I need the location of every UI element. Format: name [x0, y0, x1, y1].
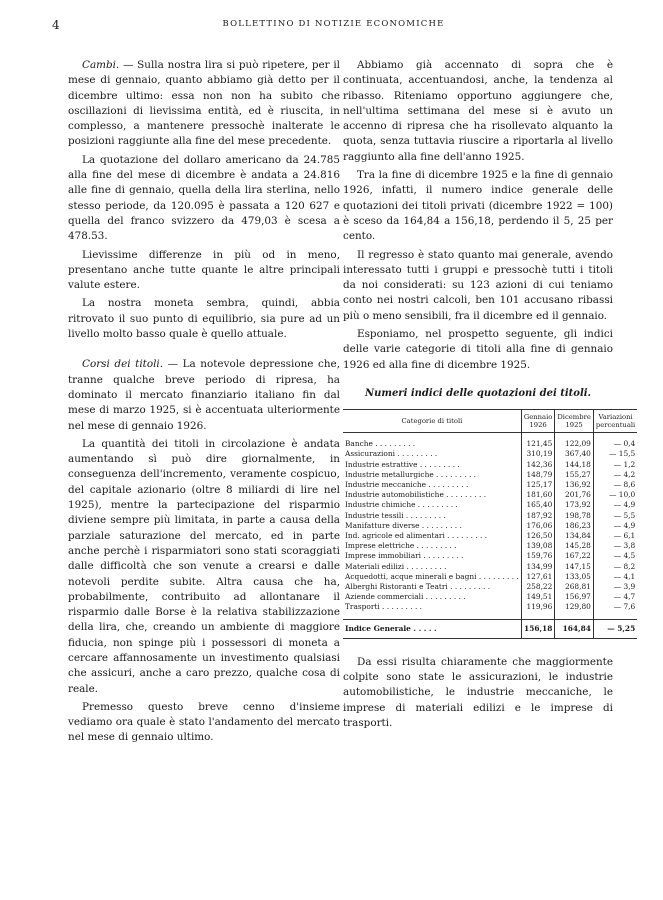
december-cell: 186,23 — [555, 521, 594, 531]
january-cell: 149,51 — [521, 592, 555, 602]
variation-cell: — 5,5 — [593, 511, 637, 521]
table-row — [343, 592, 637, 602]
category-cell: Industrie estrattive . . . . . . . . . — [345, 459, 460, 469]
equilibrium-paragraph: La nostra moneta sembra, quindi, abbia ritrovato il suo punto di equilibrio, sia pure ad un livello molto basso quale è quello attuale. — [68, 297, 340, 341]
variation-cell: — 1,2 — [593, 460, 637, 470]
currencies-paragraph: Lievissime differenze in più od in meno, presentano anche tutte quante le altre principali valute estere. — [68, 248, 340, 292]
circulation-paragraph: La quantità dei titoli in circolazione è andata aumentando sì può dire giornalmente, in conseguenza dell'incremento, veramente cospicuo, del capitale azionario (oltre 8 miliardi di lire nel 1925), mentre la partecipazione del risparmio diviene sempre più limitata, in parte a causa della parziale saturazione del mercato, ed in parte anche perchè i risparmiatori sono stati scoraggiati dalle difficoltà che son venute a crearsi e dalle notevoli perdite subite. Altra causa che ha, probabilmente, contribuito ad allontanare il risparmio dalle Borse è la relativa stabilizzazione della lira, che, creando un ambiente di maggiore fiducia, non spinge più i possessori di moneta a cercare affannosamente un investimento qualsiasi che assicuri, anche a caro prezzo, qualche cosa di reale. — [68, 437, 340, 695]
december-cell: 145,28 — [555, 541, 594, 551]
table-row — [343, 572, 637, 582]
cambi-text: — Sulla nostra lira si può ripetere, per il mese di gennaio, quanto abbiamo già detto per il dicembre ultimo: essa non non ha subito che oscillazioni di lievissima entità, ed è riuscita, in complesso, a mantenere pressochè inalterate le posizioni raggiunte alla fine del mese precedente. — [68, 59, 340, 148]
cambi-heading: Cambi. — [82, 59, 120, 71]
category-cell: Industrie automobilistiche . . . . . . . . . — [345, 490, 487, 500]
december-cell: 144,18 — [555, 460, 594, 470]
variation-cell: — 3,8 — [593, 541, 637, 551]
category-cell: Trasporti . . . . . . . . . — [345, 602, 422, 612]
variation-cell: — 3,9 — [593, 582, 637, 592]
header-january: Gennaio 1926 — [521, 410, 555, 433]
left-column — [68, 58, 340, 749]
category-cell: Aziende commerciali . . . . . . . . . — [345, 592, 466, 602]
category-cell: Industrie metallurgiche . . . . . . . . . — [345, 469, 476, 479]
corsi-text: — La notevole depressione che, tranne qualche breve periodo di ripresa, ha dominato il mercato finanziario italiano fin dal mese di marzo 1925, si è accentuata ulteriormente nel mese di gennaio 1926. — [68, 358, 340, 432]
premise-paragraph: Premesso questo breve cenno d'insieme vediamo ora quale è stato l'andamento del mercato nel mese di gennaio ultimo. — [68, 700, 340, 744]
table-row — [343, 602, 637, 619]
category-cell: Assicurazioni . . . . . . . . . — [345, 449, 438, 459]
corsi-paragraph — [68, 357, 340, 433]
december-cell: 122,09 — [555, 433, 594, 450]
table-row — [343, 480, 637, 490]
december-cell: 173,92 — [555, 500, 594, 510]
header-category: Categorie di titoli — [343, 410, 521, 433]
january-cell: 187,92 — [521, 511, 555, 521]
total-december: 164,84 — [555, 619, 594, 638]
category-cell: Imprese immobiliari . . . . . . . . . — [345, 551, 464, 561]
conclusion-paragraph: Da essi risulta chiaramente che maggiormente colpite sono state le assicurazioni, le industrie automobilistiche, le industrie meccaniche, le imprese di materiali edilizi e le imprese di trasporti. — [343, 655, 613, 730]
variation-cell: — 10,0 — [593, 490, 637, 500]
table-header-row — [343, 410, 637, 433]
variation-cell: — 7,6 — [593, 602, 637, 619]
category-cell: Alberghi Ristoranti e Teatri . . . . . . . . . — [345, 582, 491, 592]
total-variation: — 5,25 — [593, 619, 637, 638]
january-cell: 142,36 — [521, 460, 555, 470]
variation-cell: — 4,7 — [593, 592, 637, 602]
december-cell: 201,76 — [555, 490, 594, 500]
exposition-paragraph: Esponiamo, nel prospetto seguente, gli indici delle varie categorie di titoli alla fine di gennaio 1926 ed alla fine di dicembre 1925. — [343, 328, 613, 371]
table-title: Numeri indici delle quotazioni dei titoli. — [364, 387, 592, 399]
december-cell: 134,84 — [555, 531, 594, 541]
variation-cell: — 8,2 — [593, 562, 637, 572]
january-cell: 310,19 — [521, 449, 555, 459]
category-cell: Materiali edilizi . . . . . . . . . — [345, 561, 447, 571]
december-cell: 147,15 — [555, 562, 594, 572]
table-row — [343, 582, 637, 592]
total-label: Indice Generale . . . . . — [343, 619, 521, 638]
category-cell: Manifatture diverse . . . . . . . . . — [345, 520, 462, 530]
table-row — [343, 551, 637, 561]
right-column — [343, 58, 636, 734]
table-total-row — [343, 619, 637, 638]
variation-cell: — 4,2 — [593, 470, 637, 480]
variation-cell: — 4,5 — [593, 551, 637, 561]
december-cell: 156,97 — [555, 592, 594, 602]
index-table — [343, 409, 637, 639]
table-row — [343, 500, 637, 510]
table-row — [343, 433, 637, 450]
variation-cell: — 8,6 — [593, 480, 637, 490]
january-cell: 258,22 — [521, 582, 555, 592]
january-cell: 119,96 — [521, 602, 555, 619]
regression-paragraph: Il regresso è stato quanto mai generale, avendo interessato tutti i gruppi e pressochè tutti i titoli da noi considerati: su 123 azioni di cui teniamo conto nei nostri calcoli, ben 101 accusano ribassi più o meno sensibili, fra il dicembre ed il gennaio. — [343, 248, 613, 322]
total-january: 156,18 — [521, 619, 555, 638]
cambi-paragraph — [68, 58, 340, 150]
january-cell: 125,17 — [521, 480, 555, 490]
december-cell: 133,05 — [555, 572, 594, 582]
category-cell: Imprese elettriche . . . . . . . . . — [345, 541, 457, 551]
december-cell: 268,81 — [555, 582, 594, 592]
january-cell: 127,61 — [521, 572, 555, 582]
variation-cell: — 15,5 — [593, 449, 637, 459]
variation-cell: — 0,4 — [593, 433, 637, 450]
december-cell: 167,22 — [555, 551, 594, 561]
january-cell: 126,50 — [521, 531, 555, 541]
page-number: 4 — [52, 18, 60, 32]
category-cell: Industrie meccaniche . . . . . . . . . — [345, 480, 469, 490]
running-head: BOLLETTINO DI NOTIZIE ECONOMICHE — [222, 19, 445, 29]
corsi-heading: Corsi dei titoli. — [82, 358, 164, 371]
december-cell: 136,92 — [555, 480, 594, 490]
header-december: Dicembre 1925 — [555, 410, 594, 433]
header-variation: Variazioni percentuali — [593, 410, 637, 433]
category-cell: Banche . . . . . . . . . — [345, 439, 416, 449]
variation-cell: — 4,9 — [593, 521, 637, 531]
dollar-paragraph: La quotazione del dollaro americano da 24.785 alla fine del mese di dicembre è andata a 24.816 alle fine di gennaio, quella della lira sterlina, nello stesso periode, da 120.095 è passata a 120 627 e quella del franco svizzero da 479,03 è scesa a 478.53. — [68, 153, 340, 243]
january-cell: 181,60 — [521, 490, 555, 500]
january-cell: 176,06 — [521, 521, 555, 531]
table-row — [343, 562, 637, 572]
table-row — [343, 531, 637, 541]
december-cell: 129,80 — [555, 602, 594, 619]
table-row — [343, 470, 637, 480]
january-cell: 148,79 — [521, 470, 555, 480]
category-cell: Industrie tessili . . . . . . . . . — [345, 510, 446, 520]
table-row — [343, 460, 637, 470]
variation-cell: — 6,1 — [593, 531, 637, 541]
category-cell: Industrie chimiche . . . . . . . . . — [345, 500, 458, 510]
table-row — [343, 511, 637, 521]
variation-cell: — 4,1 — [593, 572, 637, 582]
variation-cell: — 4,9 — [593, 500, 637, 510]
january-cell: 121,45 — [521, 433, 555, 450]
page-header — [52, 18, 615, 34]
table-row — [343, 449, 637, 459]
table-row — [343, 490, 637, 500]
january-cell: 165,40 — [521, 500, 555, 510]
trend-paragraph: Abbiamo già accennato di sopra che è continuata, accentuandosi, anche, la tendenza al ribasso. Riteniamo opportuno aggiungere che, nell'ultima settimana del mese si è avuto un accenno di ripresa che ha risollevato alquanto la quota, senza tuttavia riuscire a riportarla al livello raggiunto alla fine dell'anno 1925. — [343, 59, 613, 163]
category-cell: Acquedotti, acque minerali e bagni . . . . . . . . . — [345, 571, 519, 581]
january-cell: 159,76 — [521, 551, 555, 561]
december-cell: 367,40 — [555, 449, 594, 459]
january-cell: 134,99 — [521, 562, 555, 572]
table-row — [343, 541, 637, 551]
table-row — [343, 521, 637, 531]
index-paragraph: Tra la fine di dicembre 1925 e la fine di gennaio 1926, infatti, il numero indice generale delle quotazioni dei titoli privati (dicembre 1922 = 100) è sceso da 164,84 a 156,18, perdendo il 5, 25 per cento. — [343, 169, 613, 243]
december-cell: 155,27 — [555, 470, 594, 480]
december-cell: 198,78 — [555, 511, 594, 521]
january-cell: 139,08 — [521, 541, 555, 551]
category-cell: Ind. agricole ed alimentari . . . . . . . . . — [345, 531, 488, 541]
